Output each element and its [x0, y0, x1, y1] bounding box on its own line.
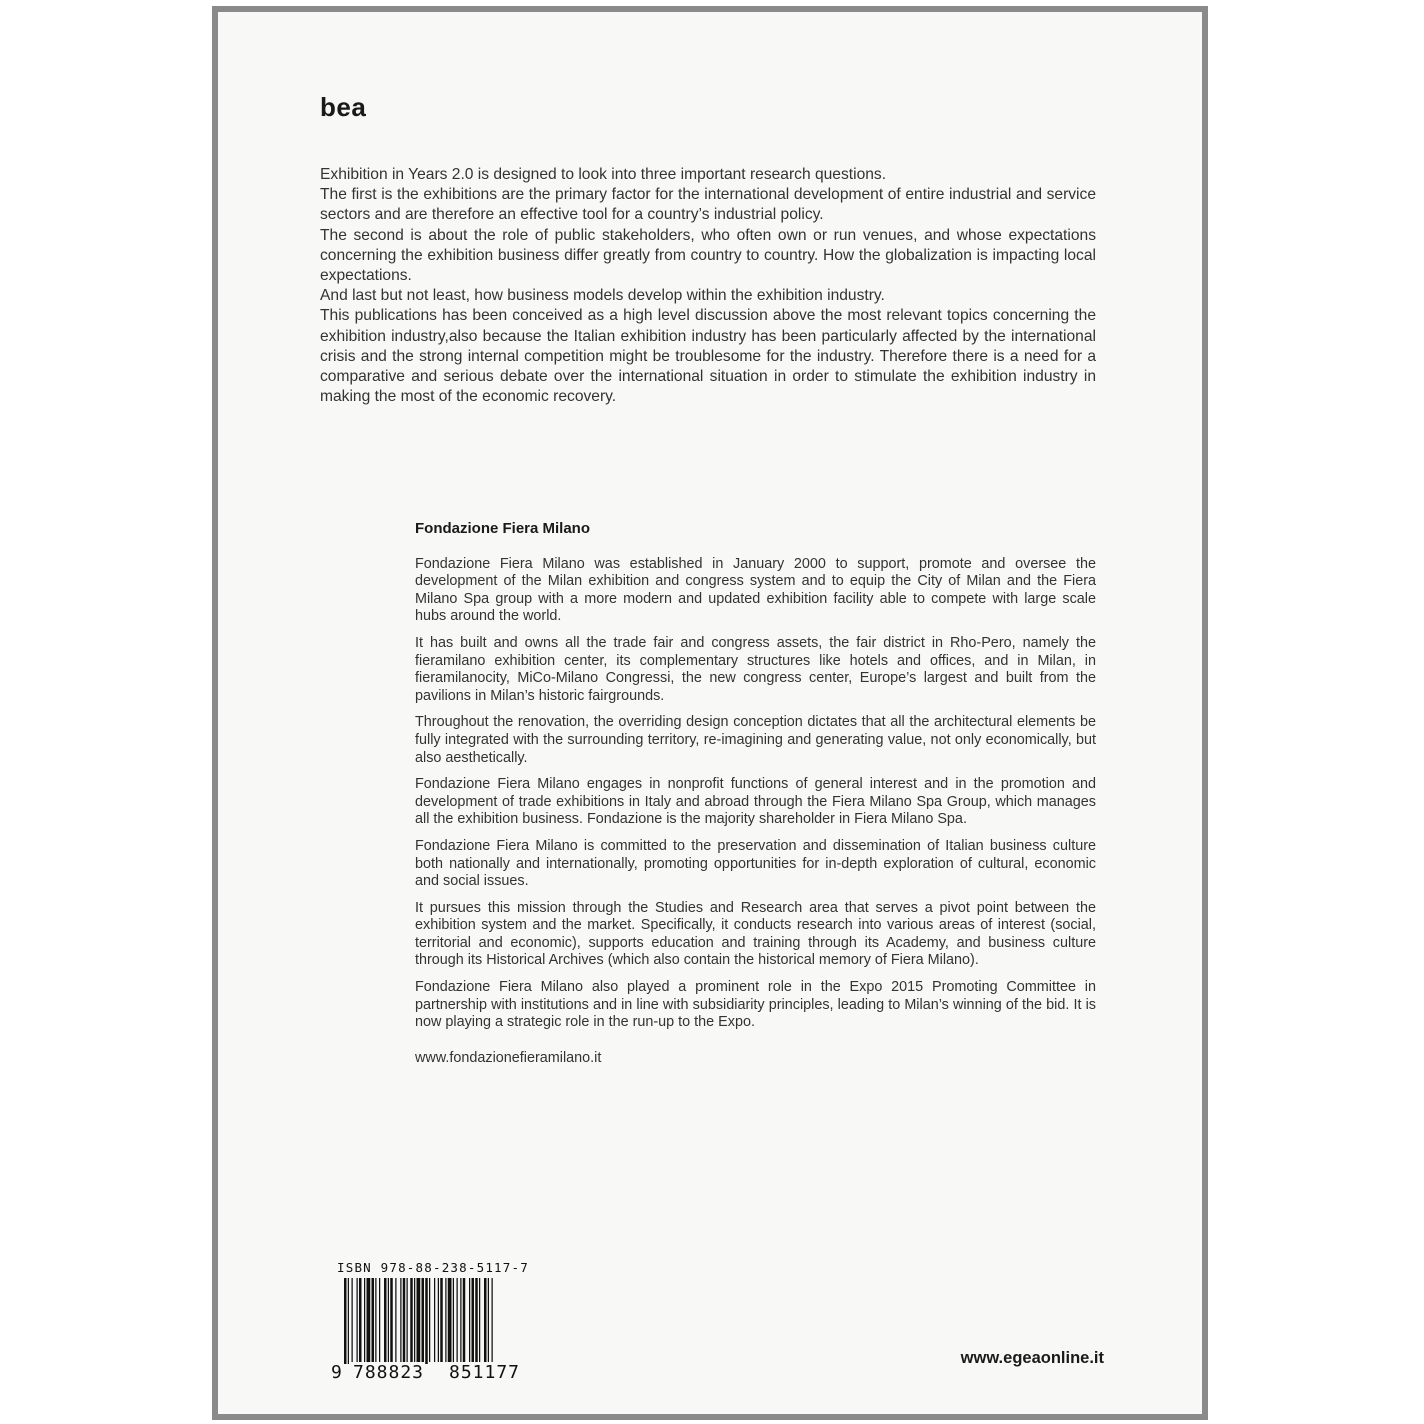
barcode-bar — [434, 1278, 435, 1362]
foundation-paragraph: Throughout the renovation, the overriding design conception dictates that all the architectural elements be fully integrated with the surrounding territory, re-imagining and generating value, not only economically, but also aesthetically. — [415, 714, 1096, 766]
barcode-bar — [407, 1278, 408, 1362]
intro-paragraph: This publications has been conceived as a high level discussion above the most relevant topics concerning the exhibition industry,also because the Italian exhibition industry has been particularly affected by the international crisis and the strong internal competition might be troublesome for the industry. Therefore there is a need for a comparative and serious debate over the international situation in order to stimulate the exhibition industry in making the most of the economic recovery. — [320, 307, 1096, 406]
barcode-bar — [379, 1278, 380, 1362]
barcode-bar — [410, 1278, 413, 1362]
barcode-bar — [348, 1278, 349, 1364]
barcode-bar — [422, 1278, 425, 1364]
barcode-bar — [352, 1278, 353, 1362]
publisher-website: www.egeaonline.it — [960, 1349, 1104, 1367]
barcode-bar — [469, 1278, 470, 1362]
barcode-bar — [414, 1278, 415, 1362]
foundation-heading: Fondazione Fiera Milano — [415, 520, 591, 537]
foundation-paragraph: Fondazione Fiera Milano is committed to the preservation and dissemination of Italian business culture both nationally and internationally, promoting opportunities for in-depth exploration of cultural, economic and social issues. — [415, 837, 1096, 890]
barcode-bar — [375, 1278, 376, 1362]
barcode-bar — [390, 1278, 393, 1362]
barcode-bar — [395, 1278, 396, 1362]
barcode-bar — [457, 1278, 458, 1362]
barcode-bar — [364, 1278, 365, 1362]
foundation-paragraph: It pursues this mission through the Studies and Research area that serves a pivot point between the exhibition system and the market. Specifically, it conducts research into various areas of interest (social, territorial and economic), supports education and training through its Academy, and business culture through its Historical Archives (which also contain the historical memory of Fiera Milano). — [415, 899, 1096, 969]
foundation-paragraph: Fondazione Fiera Milano engages in nonprofit functions of general interest and in the promotion and development of trade exhibitions in Italy and abroad through the Fiera Milano Spa Group, which manages all the exhibition business. Fondazione is the majority shareholder in Fiera Milano Spa. — [415, 776, 1096, 828]
barcode-bar — [417, 1278, 421, 1364]
foundation-section — [415, 520, 1096, 1076]
foundation-paragraph: Fondazione Fiera Milano was established in January 2000 to support, promote and oversee the development of the Milan exhibition and congress system and to equip the City of Milan and the Fiera Milano Spa group with a more modern and updated exhibition facility able to compete with large scale hubs around the world. — [415, 555, 1096, 625]
foundation-paragraph: It has built and owns all the trade fair and congress assets, the fair district in Rho-Pero, namely the fieramilano exhibition center, its complementary structures like hotels and offices, and in Milan, in fieramilanocity, MiCo-Milano Congressi, the new congress center, Europe’s largest and built from the pavilions in Milan’s historic fairgrounds. — [415, 634, 1096, 704]
barcode-bar — [388, 1278, 389, 1362]
barcode-bar — [403, 1278, 406, 1362]
foundation-url: www.fondazionefieramilano.it — [415, 1049, 602, 1066]
intro-text — [320, 165, 1096, 407]
barcode-bars — [330, 1278, 540, 1364]
book-back-cover — [212, 6, 1208, 1420]
barcode-bar — [367, 1278, 371, 1362]
barcode-left-digits: 788823 — [353, 1362, 425, 1383]
intro-paragraph: And last but not least, how business models develop within the exhibition industry. — [320, 287, 885, 305]
barcode-lead-digit: 9 — [331, 1362, 342, 1383]
barcode-bar — [438, 1278, 439, 1362]
barcode-bar — [488, 1278, 489, 1362]
barcode-bar — [484, 1278, 487, 1362]
publisher-logo: bea — [320, 92, 367, 122]
barcode-bar — [429, 1278, 430, 1362]
barcode-bar — [445, 1278, 446, 1362]
barcode-bar — [479, 1278, 480, 1362]
barcode-bar — [357, 1278, 358, 1362]
barcode-bar — [440, 1278, 443, 1362]
barcode-bar — [425, 1278, 428, 1364]
barcode-bar — [463, 1278, 466, 1362]
barcode-bar — [359, 1278, 362, 1362]
barcode-bar — [400, 1278, 401, 1362]
isbn-label: ISBN 978-88-238-5117-7 — [337, 1260, 529, 1275]
intro-paragraph: The first is the exhibitions are the primary factor for the international development of entire industrial and service sectors and are therefore an effective tool for a country’s industrial policy. — [320, 186, 1096, 224]
foundation-paragraph: Fondazione Fiera Milano also played a prominent role in the Expo 2015 Promoting Committee in partnership with institutions and in line with subsidiarity principles, leading to Milan’s winning of the bid. It is now playing a strategic role in the run-up to the Expo. — [415, 979, 1096, 1031]
barcode-bar — [472, 1278, 475, 1362]
barcode-bar — [460, 1278, 461, 1362]
barcode-bar — [448, 1278, 452, 1362]
barcode-right-digits: 851177 — [449, 1362, 521, 1383]
barcode-bar — [492, 1278, 493, 1364]
barcode-bar — [372, 1278, 375, 1362]
intro-paragraph: Exhibition in Years 2.0 is designed to look into three important research questions. — [320, 166, 887, 183]
intro-paragraph: The second is about the role of public stakeholders, who often own or run venues, and whose expectations concerning the exhibition business differ greatly from country to country. How the globalization is impacting local expectations. — [320, 226, 1096, 285]
barcode-bar — [475, 1278, 478, 1362]
barcode-bar — [384, 1278, 387, 1362]
barcode-bar — [453, 1278, 454, 1362]
barcode-bar — [344, 1278, 347, 1364]
